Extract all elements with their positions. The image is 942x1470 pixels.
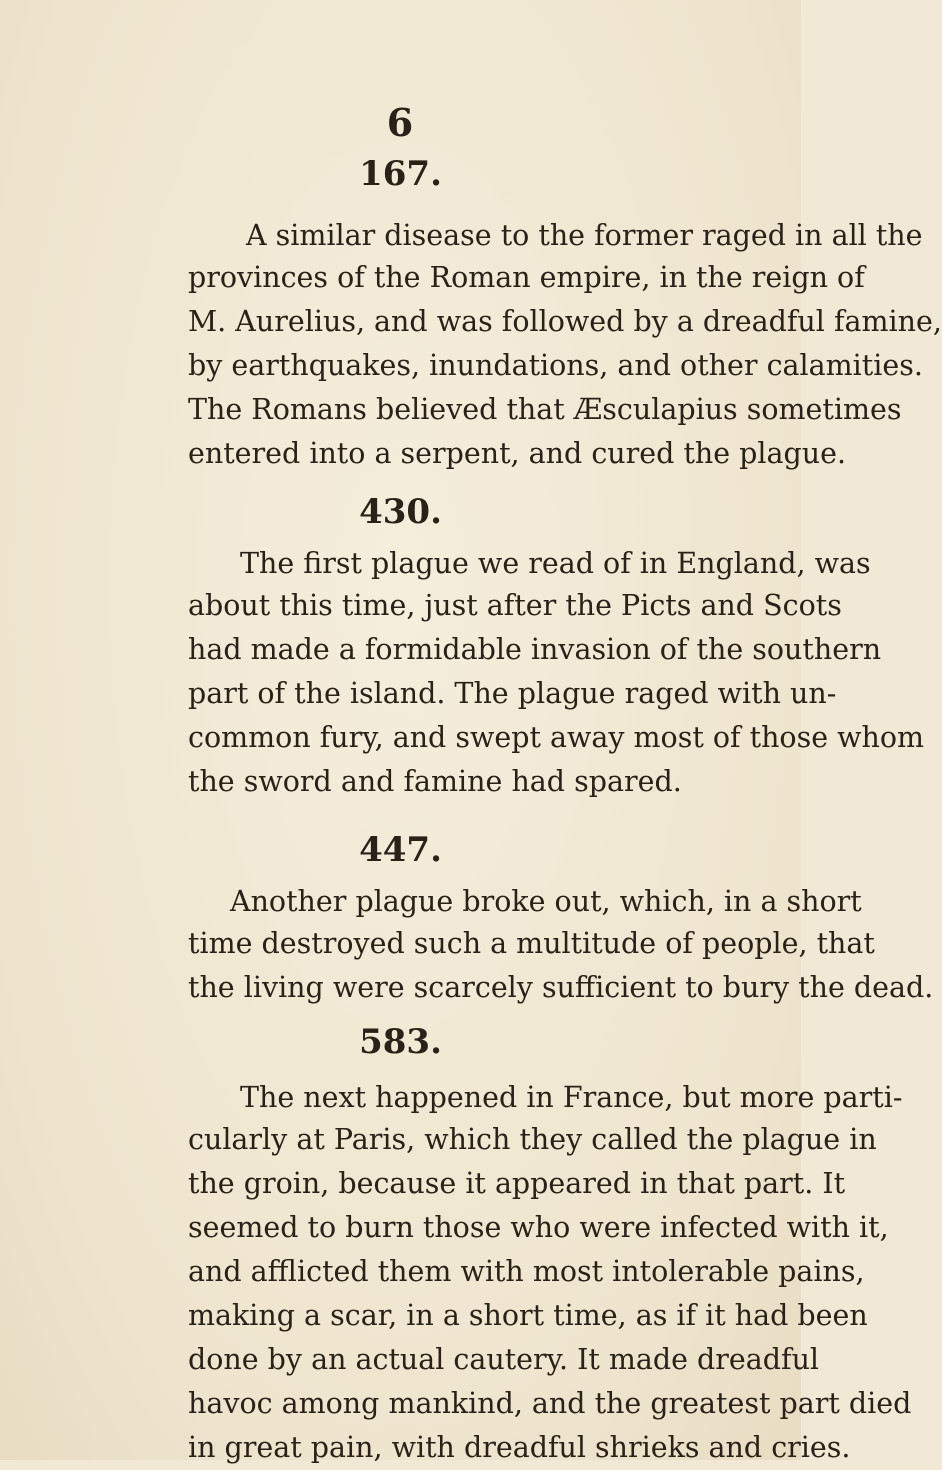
text-line: had made a formidable invasion of the southern: [188, 633, 882, 666]
entry-year-583: 583.: [359, 1022, 442, 1062]
entry-paragraph-430: [240, 542, 871, 586]
text-line: The first plague we read of in England, was: [240, 547, 871, 580]
text-line: seemed to burn those who were infected with it,: [188, 1211, 889, 1244]
text-line: provinces of the Roman empire, in the reign of: [188, 261, 865, 294]
entry-year-167: 167.: [359, 154, 442, 194]
text-line: the groin, because it appeared in that part. It: [188, 1167, 846, 1200]
text-line: in great pain, with dreadful shrieks and cries.: [188, 1431, 851, 1464]
text-line: The Romans believed that Æsculapius sometimes: [188, 393, 902, 426]
entry-paragraph-167: [246, 214, 923, 258]
entry-paragraph-430-cont: [188, 584, 925, 804]
text-line: The next happened in France, but more parti-: [240, 1081, 903, 1114]
entry-year-430: 430.: [359, 492, 442, 532]
text-line: by earthquakes, inundations, and other calamities.: [188, 349, 923, 382]
entry-year-447: 447.: [359, 830, 442, 870]
text-line: the living were scarcely sufficient to bury the dead.: [188, 971, 934, 1004]
entry-paragraph-583-cont: [188, 1118, 912, 1470]
text-line: havoc among mankind, and the greatest part died: [188, 1387, 912, 1420]
entry-paragraph-167-cont: [188, 256, 942, 476]
text-line: part of the island. The plague raged with un-: [188, 677, 837, 710]
text-line: entered into a serpent, and cured the plague.: [188, 437, 847, 470]
entry-paragraph-447: [230, 880, 862, 924]
text-line: Another plague broke out, which, in a short: [230, 885, 862, 918]
text-line: M. Aurelius, and was followed by a dreadful famine,: [188, 305, 942, 338]
entry-paragraph-447-cont: [188, 922, 934, 1010]
text-line: common fury, and swept away most of those whom: [188, 721, 925, 754]
entry-paragraph-583: [240, 1076, 903, 1120]
text-line: done by an actual cautery. It made dreadful: [188, 1343, 820, 1376]
text-line: about this time, just after the Picts and Scots: [188, 589, 842, 622]
text-line: making a scar, in a short time, as if it had been: [188, 1299, 868, 1332]
page-number: 6: [386, 100, 415, 145]
text-line: and afflicted them with most intolerable pains,: [188, 1255, 865, 1288]
text-line: A similar disease to the former raged in all the: [246, 219, 923, 252]
text-line: the sword and famine had spared.: [188, 765, 682, 798]
text-line: time destroyed such a multitude of people, that: [188, 927, 875, 960]
text-line: cularly at Paris, which they called the plague in: [188, 1123, 877, 1156]
